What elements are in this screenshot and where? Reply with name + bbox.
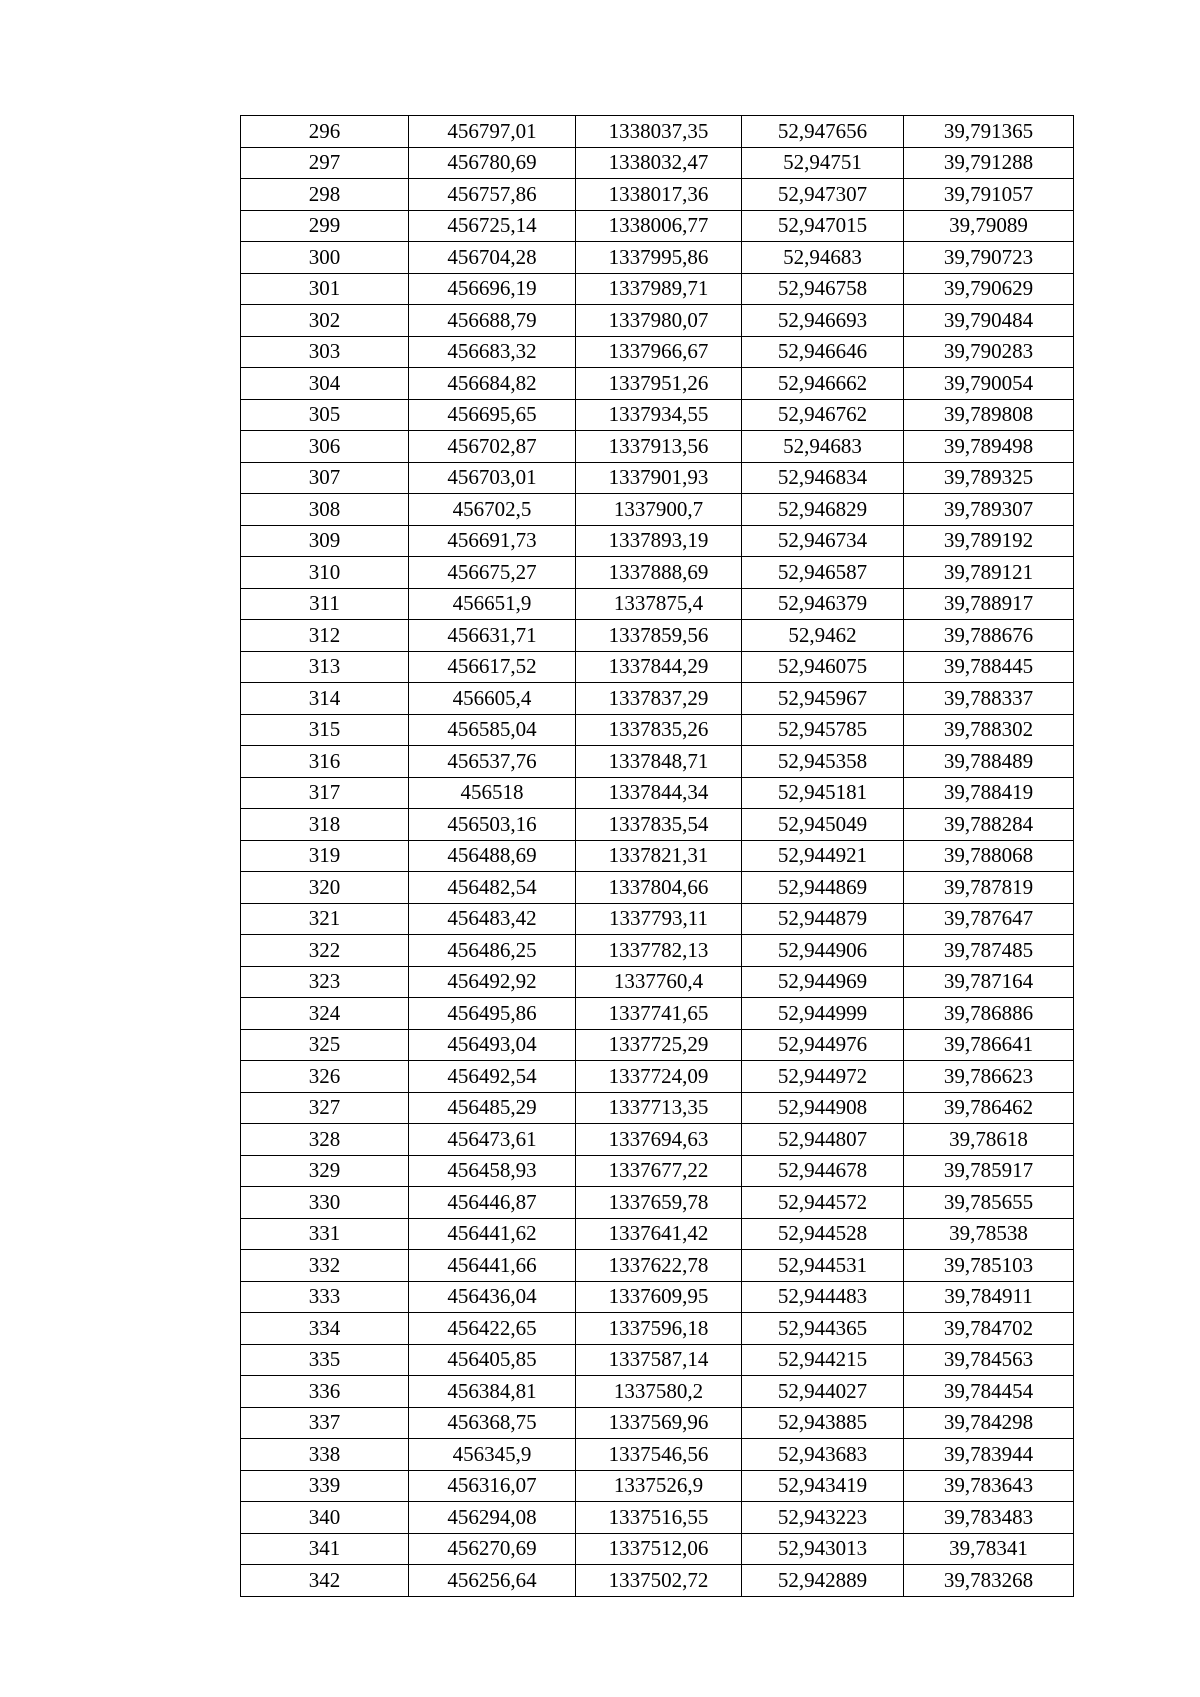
longitude-cell: 39,785655: [904, 1187, 1074, 1219]
latitude-cell: 52,946693: [742, 305, 904, 337]
table-row: [241, 1250, 1074, 1282]
point-number-cell: 301: [241, 273, 409, 305]
coordinate-x-cell: 456485,29: [409, 1092, 576, 1124]
longitude-cell: 39,783944: [904, 1439, 1074, 1471]
longitude-cell: 39,789498: [904, 431, 1074, 463]
coordinate-x-cell: 456780,69: [409, 147, 576, 179]
coordinate-y-cell: 1337641,42: [576, 1218, 742, 1250]
latitude-cell: 52,947015: [742, 210, 904, 242]
table-row: [241, 1218, 1074, 1250]
coordinate-y-cell: 1337694,63: [576, 1124, 742, 1156]
point-number-cell: 335: [241, 1344, 409, 1376]
longitude-cell: 39,790723: [904, 242, 1074, 274]
coordinate-y-cell: 1337741,65: [576, 998, 742, 1030]
coordinate-x-cell: 456518: [409, 777, 576, 809]
coordinate-y-cell: 1337901,93: [576, 462, 742, 494]
table-row: [241, 903, 1074, 935]
coordinate-y-cell: 1337502,72: [576, 1565, 742, 1597]
coordinate-y-cell: 1338006,77: [576, 210, 742, 242]
latitude-cell: 52,944908: [742, 1092, 904, 1124]
longitude-cell: 39,784702: [904, 1313, 1074, 1345]
longitude-cell: 39,786462: [904, 1092, 1074, 1124]
latitude-cell: 52,944921: [742, 840, 904, 872]
longitude-cell: 39,785917: [904, 1155, 1074, 1187]
table-row: [241, 714, 1074, 746]
table-row: [241, 210, 1074, 242]
longitude-cell: 39,78618: [904, 1124, 1074, 1156]
table-row: [241, 1187, 1074, 1219]
coordinate-x-cell: 456483,42: [409, 903, 576, 935]
coordinate-y-cell: 1337512,06: [576, 1533, 742, 1565]
latitude-cell: 52,9462: [742, 620, 904, 652]
coordinate-x-cell: 456537,76: [409, 746, 576, 778]
longitude-cell: 39,786886: [904, 998, 1074, 1030]
coordinate-y-cell: 1338037,35: [576, 116, 742, 148]
point-number-cell: 336: [241, 1376, 409, 1408]
coordinate-x-cell: 456503,16: [409, 809, 576, 841]
latitude-cell: 52,945049: [742, 809, 904, 841]
latitude-cell: 52,94683: [742, 431, 904, 463]
table-row: [241, 746, 1074, 778]
latitude-cell: 52,946758: [742, 273, 904, 305]
latitude-cell: 52,942889: [742, 1565, 904, 1597]
point-number-cell: 323: [241, 966, 409, 998]
point-number-cell: 306: [241, 431, 409, 463]
latitude-cell: 52,944972: [742, 1061, 904, 1093]
point-number-cell: 316: [241, 746, 409, 778]
longitude-cell: 39,789121: [904, 557, 1074, 589]
point-number-cell: 320: [241, 872, 409, 904]
longitude-cell: 39,788676: [904, 620, 1074, 652]
longitude-cell: 39,788445: [904, 651, 1074, 683]
longitude-cell: 39,783483: [904, 1502, 1074, 1534]
longitude-cell: 39,784298: [904, 1407, 1074, 1439]
coordinate-y-cell: 1337888,69: [576, 557, 742, 589]
coordinate-y-cell: 1337835,26: [576, 714, 742, 746]
coordinate-x-cell: 456458,93: [409, 1155, 576, 1187]
coordinate-y-cell: 1337677,22: [576, 1155, 742, 1187]
table-row: [241, 242, 1074, 274]
coordinate-table-body: [241, 116, 1074, 1597]
coordinate-x-cell: 456441,66: [409, 1250, 576, 1282]
longitude-cell: 39,787647: [904, 903, 1074, 935]
latitude-cell: 52,944528: [742, 1218, 904, 1250]
coordinate-y-cell: 1337782,13: [576, 935, 742, 967]
coordinate-y-cell: 1337934,55: [576, 399, 742, 431]
point-number-cell: 318: [241, 809, 409, 841]
point-number-cell: 342: [241, 1565, 409, 1597]
coordinate-x-cell: 456691,73: [409, 525, 576, 557]
coordinate-x-cell: 456270,69: [409, 1533, 576, 1565]
coordinate-x-cell: 456368,75: [409, 1407, 576, 1439]
point-number-cell: 305: [241, 399, 409, 431]
latitude-cell: 52,944215: [742, 1344, 904, 1376]
coordinate-x-cell: 456316,07: [409, 1470, 576, 1502]
coordinate-y-cell: 1337526,9: [576, 1470, 742, 1502]
latitude-cell: 52,946834: [742, 462, 904, 494]
longitude-cell: 39,784563: [904, 1344, 1074, 1376]
point-number-cell: 324: [241, 998, 409, 1030]
table-row: [241, 1029, 1074, 1061]
table-row: [241, 840, 1074, 872]
point-number-cell: 304: [241, 368, 409, 400]
coordinate-y-cell: 1337793,11: [576, 903, 742, 935]
latitude-cell: 52,944999: [742, 998, 904, 1030]
point-number-cell: 328: [241, 1124, 409, 1156]
coordinate-y-cell: 1337835,54: [576, 809, 742, 841]
point-number-cell: 311: [241, 588, 409, 620]
coordinate-y-cell: 1337713,35: [576, 1092, 742, 1124]
coordinate-x-cell: 456482,54: [409, 872, 576, 904]
longitude-cell: 39,786623: [904, 1061, 1074, 1093]
latitude-cell: 52,944531: [742, 1250, 904, 1282]
coordinate-y-cell: 1337516,55: [576, 1502, 742, 1534]
coordinate-y-cell: 1337859,56: [576, 620, 742, 652]
latitude-cell: 52,946587: [742, 557, 904, 589]
point-number-cell: 313: [241, 651, 409, 683]
point-number-cell: 298: [241, 179, 409, 211]
coordinate-x-cell: 456486,25: [409, 935, 576, 967]
longitude-cell: 39,791057: [904, 179, 1074, 211]
point-number-cell: 341: [241, 1533, 409, 1565]
longitude-cell: 39,785103: [904, 1250, 1074, 1282]
longitude-cell: 39,788419: [904, 777, 1074, 809]
latitude-cell: 52,94683: [742, 242, 904, 274]
coordinate-x-cell: 456585,04: [409, 714, 576, 746]
latitude-cell: 52,944027: [742, 1376, 904, 1408]
table-row: [241, 557, 1074, 589]
latitude-cell: 52,944869: [742, 872, 904, 904]
table-row: [241, 683, 1074, 715]
longitude-cell: 39,78538: [904, 1218, 1074, 1250]
table-row: [241, 998, 1074, 1030]
longitude-cell: 39,788917: [904, 588, 1074, 620]
table-row: [241, 1313, 1074, 1345]
coordinate-x-cell: 456405,85: [409, 1344, 576, 1376]
table-row: [241, 273, 1074, 305]
table-row: [241, 431, 1074, 463]
table-row: [241, 809, 1074, 841]
longitude-cell: 39,790054: [904, 368, 1074, 400]
coordinate-y-cell: 1337989,71: [576, 273, 742, 305]
table-row: [241, 1061, 1074, 1093]
longitude-cell: 39,783268: [904, 1565, 1074, 1597]
longitude-cell: 39,787164: [904, 966, 1074, 998]
latitude-cell: 52,945967: [742, 683, 904, 715]
coordinate-y-cell: 1337804,66: [576, 872, 742, 904]
latitude-cell: 52,946379: [742, 588, 904, 620]
table-row: [241, 1124, 1074, 1156]
coordinate-x-cell: 456345,9: [409, 1439, 576, 1471]
longitude-cell: 39,784454: [904, 1376, 1074, 1408]
coordinate-y-cell: 1337659,78: [576, 1187, 742, 1219]
coordinate-x-cell: 456473,61: [409, 1124, 576, 1156]
point-number-cell: 329: [241, 1155, 409, 1187]
coordinate-y-cell: 1337587,14: [576, 1344, 742, 1376]
table-row: [241, 1155, 1074, 1187]
latitude-cell: 52,946646: [742, 336, 904, 368]
latitude-cell: 52,944483: [742, 1281, 904, 1313]
coordinate-x-cell: 456605,4: [409, 683, 576, 715]
latitude-cell: 52,945181: [742, 777, 904, 809]
coordinate-x-cell: 456256,64: [409, 1565, 576, 1597]
point-number-cell: 330: [241, 1187, 409, 1219]
point-number-cell: 317: [241, 777, 409, 809]
latitude-cell: 52,946075: [742, 651, 904, 683]
point-number-cell: 338: [241, 1439, 409, 1471]
table-row: [241, 1565, 1074, 1597]
longitude-cell: 39,787819: [904, 872, 1074, 904]
coordinate-x-cell: 456688,79: [409, 305, 576, 337]
table-row: [241, 935, 1074, 967]
latitude-cell: 52,944807: [742, 1124, 904, 1156]
coordinate-x-cell: 456696,19: [409, 273, 576, 305]
coordinate-y-cell: 1337913,56: [576, 431, 742, 463]
coordinate-x-cell: 456422,65: [409, 1313, 576, 1345]
longitude-cell: 39,788284: [904, 809, 1074, 841]
point-number-cell: 337: [241, 1407, 409, 1439]
table-row: [241, 462, 1074, 494]
coordinate-y-cell: 1337875,4: [576, 588, 742, 620]
coordinate-x-cell: 456495,86: [409, 998, 576, 1030]
point-number-cell: 322: [241, 935, 409, 967]
longitude-cell: 39,787485: [904, 935, 1074, 967]
table-row: [241, 147, 1074, 179]
coordinate-x-cell: 456704,28: [409, 242, 576, 274]
point-number-cell: 321: [241, 903, 409, 935]
longitude-cell: 39,788302: [904, 714, 1074, 746]
table-row: [241, 651, 1074, 683]
coordinate-y-cell: 1337580,2: [576, 1376, 742, 1408]
longitude-cell: 39,789192: [904, 525, 1074, 557]
coordinate-x-cell: 456757,86: [409, 179, 576, 211]
coordinate-x-cell: 456617,52: [409, 651, 576, 683]
point-number-cell: 307: [241, 462, 409, 494]
table-row: [241, 1281, 1074, 1313]
coordinate-y-cell: 1337609,95: [576, 1281, 742, 1313]
longitude-cell: 39,784911: [904, 1281, 1074, 1313]
coordinate-y-cell: 1337546,56: [576, 1439, 742, 1471]
latitude-cell: 52,944906: [742, 935, 904, 967]
latitude-cell: 52,944879: [742, 903, 904, 935]
point-number-cell: 299: [241, 210, 409, 242]
latitude-cell: 52,943885: [742, 1407, 904, 1439]
point-number-cell: 325: [241, 1029, 409, 1061]
table-row: [241, 1439, 1074, 1471]
coordinate-y-cell: 1337821,31: [576, 840, 742, 872]
coordinate-x-cell: 456492,92: [409, 966, 576, 998]
point-number-cell: 297: [241, 147, 409, 179]
point-number-cell: 331: [241, 1218, 409, 1250]
coordinate-x-cell: 456492,54: [409, 1061, 576, 1093]
point-number-cell: 319: [241, 840, 409, 872]
table-row: [241, 1376, 1074, 1408]
coordinate-x-cell: 456651,9: [409, 588, 576, 620]
coordinate-y-cell: 1337724,09: [576, 1061, 742, 1093]
coordinate-y-cell: 1337980,07: [576, 305, 742, 337]
longitude-cell: 39,790283: [904, 336, 1074, 368]
coordinate-x-cell: 456446,87: [409, 1187, 576, 1219]
coordinate-y-cell: 1337893,19: [576, 525, 742, 557]
latitude-cell: 52,943013: [742, 1533, 904, 1565]
table-row: [241, 116, 1074, 148]
coordinate-y-cell: 1337622,78: [576, 1250, 742, 1282]
latitude-cell: 52,946734: [742, 525, 904, 557]
coordinate-x-cell: 456294,08: [409, 1502, 576, 1534]
table-row: [241, 620, 1074, 652]
coordinate-y-cell: 1337569,96: [576, 1407, 742, 1439]
longitude-cell: 39,788068: [904, 840, 1074, 872]
longitude-cell: 39,786641: [904, 1029, 1074, 1061]
coordinate-x-cell: 456675,27: [409, 557, 576, 589]
longitude-cell: 39,783643: [904, 1470, 1074, 1502]
latitude-cell: 52,944678: [742, 1155, 904, 1187]
coordinate-y-cell: 1337900,7: [576, 494, 742, 526]
coordinate-y-cell: 1337844,34: [576, 777, 742, 809]
table-row: [241, 525, 1074, 557]
table-row: [241, 1470, 1074, 1502]
table-row: [241, 494, 1074, 526]
table-row: [241, 777, 1074, 809]
latitude-cell: 52,943683: [742, 1439, 904, 1471]
table-row: [241, 966, 1074, 998]
longitude-cell: 39,789325: [904, 462, 1074, 494]
longitude-cell: 39,788337: [904, 683, 1074, 715]
point-number-cell: 296: [241, 116, 409, 148]
point-number-cell: 308: [241, 494, 409, 526]
longitude-cell: 39,790484: [904, 305, 1074, 337]
latitude-cell: 52,945785: [742, 714, 904, 746]
table-row: [241, 588, 1074, 620]
point-number-cell: 309: [241, 525, 409, 557]
latitude-cell: 52,945358: [742, 746, 904, 778]
point-number-cell: 303: [241, 336, 409, 368]
coordinate-x-cell: 456493,04: [409, 1029, 576, 1061]
table-row: [241, 1502, 1074, 1534]
latitude-cell: 52,946662: [742, 368, 904, 400]
coordinate-y-cell: 1337596,18: [576, 1313, 742, 1345]
table-row: [241, 1344, 1074, 1376]
coordinate-y-cell: 1337760,4: [576, 966, 742, 998]
point-number-cell: 300: [241, 242, 409, 274]
coordinate-x-cell: 456683,32: [409, 336, 576, 368]
latitude-cell: 52,946762: [742, 399, 904, 431]
latitude-cell: 52,947656: [742, 116, 904, 148]
table-row: [241, 179, 1074, 211]
coordinate-y-cell: 1337848,71: [576, 746, 742, 778]
table-row: [241, 872, 1074, 904]
point-number-cell: 334: [241, 1313, 409, 1345]
table-row: [241, 305, 1074, 337]
coordinate-x-cell: 456797,01: [409, 116, 576, 148]
longitude-cell: 39,789808: [904, 399, 1074, 431]
point-number-cell: 310: [241, 557, 409, 589]
longitude-cell: 39,790629: [904, 273, 1074, 305]
coordinate-x-cell: 456695,65: [409, 399, 576, 431]
coordinate-x-cell: 456684,82: [409, 368, 576, 400]
longitude-cell: 39,791365: [904, 116, 1074, 148]
point-number-cell: 333: [241, 1281, 409, 1313]
point-number-cell: 327: [241, 1092, 409, 1124]
longitude-cell: 39,78341: [904, 1533, 1074, 1565]
coordinate-x-cell: 456384,81: [409, 1376, 576, 1408]
latitude-cell: 52,944969: [742, 966, 904, 998]
point-number-cell: 326: [241, 1061, 409, 1093]
point-number-cell: 339: [241, 1470, 409, 1502]
coordinate-y-cell: 1338017,36: [576, 179, 742, 211]
coordinate-x-cell: 456436,04: [409, 1281, 576, 1313]
coordinate-x-cell: 456441,62: [409, 1218, 576, 1250]
point-number-cell: 340: [241, 1502, 409, 1534]
latitude-cell: 52,946829: [742, 494, 904, 526]
coordinate-y-cell: 1337966,67: [576, 336, 742, 368]
latitude-cell: 52,94751: [742, 147, 904, 179]
table-row: [241, 336, 1074, 368]
point-number-cell: 314: [241, 683, 409, 715]
table-row: [241, 1533, 1074, 1565]
coordinate-y-cell: 1337725,29: [576, 1029, 742, 1061]
table-row: [241, 1092, 1074, 1124]
point-number-cell: 302: [241, 305, 409, 337]
coordinate-x-cell: 456703,01: [409, 462, 576, 494]
point-number-cell: 332: [241, 1250, 409, 1282]
coordinate-x-cell: 456702,87: [409, 431, 576, 463]
table-row: [241, 368, 1074, 400]
coordinate-y-cell: 1337844,29: [576, 651, 742, 683]
coordinate-x-cell: 456702,5: [409, 494, 576, 526]
latitude-cell: 52,943223: [742, 1502, 904, 1534]
coordinate-y-cell: 1338032,47: [576, 147, 742, 179]
longitude-cell: 39,791288: [904, 147, 1074, 179]
latitude-cell: 52,944976: [742, 1029, 904, 1061]
longitude-cell: 39,788489: [904, 746, 1074, 778]
point-number-cell: 315: [241, 714, 409, 746]
coordinate-y-cell: 1337995,86: [576, 242, 742, 274]
latitude-cell: 52,943419: [742, 1470, 904, 1502]
coordinate-x-cell: 456488,69: [409, 840, 576, 872]
coordinate-x-cell: 456631,71: [409, 620, 576, 652]
coordinate-y-cell: 1337837,29: [576, 683, 742, 715]
longitude-cell: 39,789307: [904, 494, 1074, 526]
coordinate-x-cell: 456725,14: [409, 210, 576, 242]
table-row: [241, 399, 1074, 431]
point-number-cell: 312: [241, 620, 409, 652]
longitude-cell: 39,79089: [904, 210, 1074, 242]
coordinate-table: [240, 115, 1074, 1597]
coordinate-y-cell: 1337951,26: [576, 368, 742, 400]
table-row: [241, 1407, 1074, 1439]
latitude-cell: 52,947307: [742, 179, 904, 211]
latitude-cell: 52,944572: [742, 1187, 904, 1219]
latitude-cell: 52,944365: [742, 1313, 904, 1345]
